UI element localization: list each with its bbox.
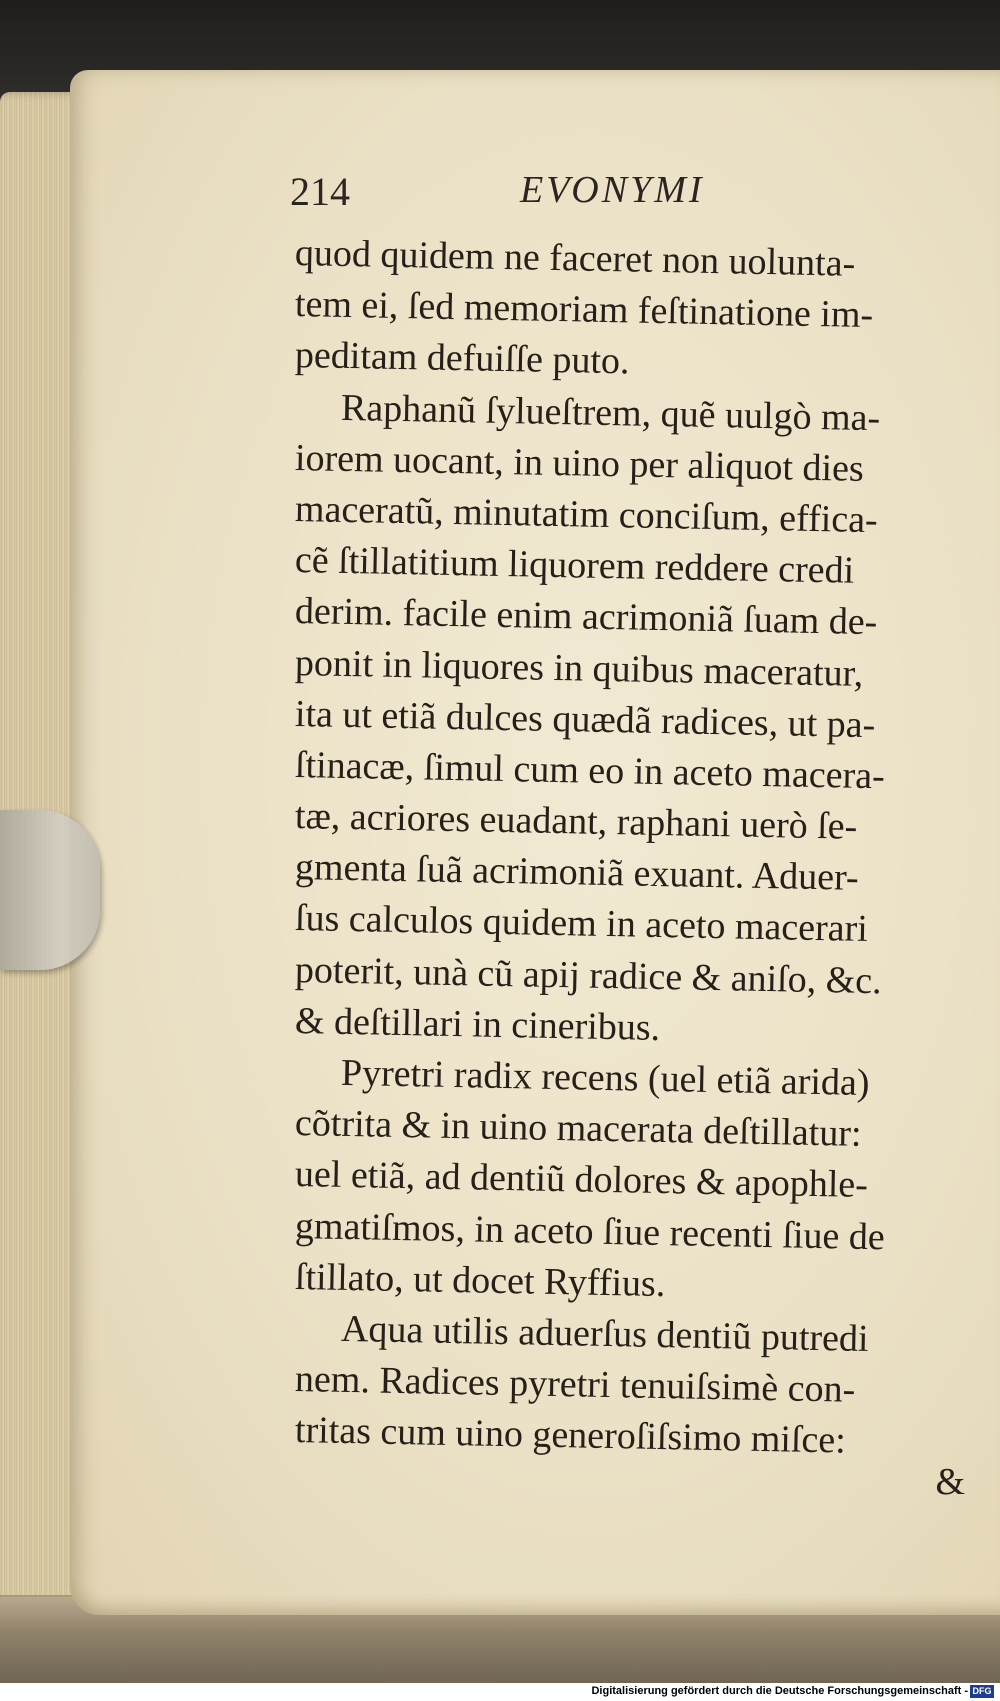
text-line: cẽ ſtillatitium liquorem reddere credi — [294, 539, 855, 592]
catchword-row — [295, 1457, 965, 1508]
text-line: & deſtillari in cineribus. — [294, 999, 661, 1049]
text-line: gmatiſmos, in aceto ſiue recenti ſiue de — [294, 1204, 886, 1258]
page-clip — [0, 810, 100, 970]
text-line: ponit in liquores in quibus maceratur, — [294, 641, 864, 695]
text-line: ſtinacæ, ſimul cum eo in aceto macera- — [294, 743, 886, 798]
footer-credit: Digitalisierung gefördert durch die Deutsche Forschungsgemeinschaft - — [591, 1685, 968, 1697]
body-text — [295, 228, 965, 1508]
text-line: ſus calculos quidem in aceto macerari — [294, 897, 869, 951]
text-line: gmenta ſuã acrimoniã exuant. Aduer- — [294, 846, 860, 900]
text-line: Aqua utilis aduerſus dentiũ putredi — [340, 1307, 869, 1360]
text-line: nem. Radices pyretri tenuiſsimè con- — [294, 1358, 856, 1411]
text-line: ita ut etiã dulces quædã radices, ut pa- — [294, 692, 876, 746]
text-line: tem ei, ſed memoriam feſtinatione im- — [294, 283, 874, 337]
footer-bar — [0, 1683, 1000, 1701]
text-line: maceratũ, minutatim conciſum, effica- — [294, 487, 879, 542]
dfg-logo: DFG — [970, 1685, 994, 1698]
text-line: ſtillato, ut docet Ryffius. — [294, 1255, 666, 1305]
text-line: iorem uocant, in uino per aliquot dies — [294, 436, 865, 490]
text-line: derim. facile enim acrimoniã ſuam de- — [294, 590, 878, 644]
running-head: EVONYMI — [520, 169, 705, 211]
text-line: tritas cum uino generoſiſsimo miſce: — [294, 1409, 847, 1462]
text-line: peditam defuiſſe puto. — [294, 334, 630, 383]
text-line: tæ, acriores euadant, raphani uerò ſe- — [294, 795, 858, 848]
text-line: Raphanũ ſylueſtrem, quẽ uulgò ma- — [340, 386, 881, 439]
text-line: Pyretri radix recens (uel etiã arida) — [340, 1051, 870, 1105]
page-number: 214 — [290, 169, 350, 214]
page-header — [290, 168, 770, 228]
text-line: cõtrita & in uino macerata deſtillatur: — [294, 1102, 862, 1156]
catchword: & — [935, 1460, 965, 1503]
text-line: quod quidem ne faceret non uolunta- — [294, 232, 856, 285]
text-line: poterit, unà cũ apij radice & aniſo, &c. — [294, 948, 882, 1002]
text-line: uel etiã, ad dentiũ dolores & apophle- — [294, 1153, 869, 1207]
